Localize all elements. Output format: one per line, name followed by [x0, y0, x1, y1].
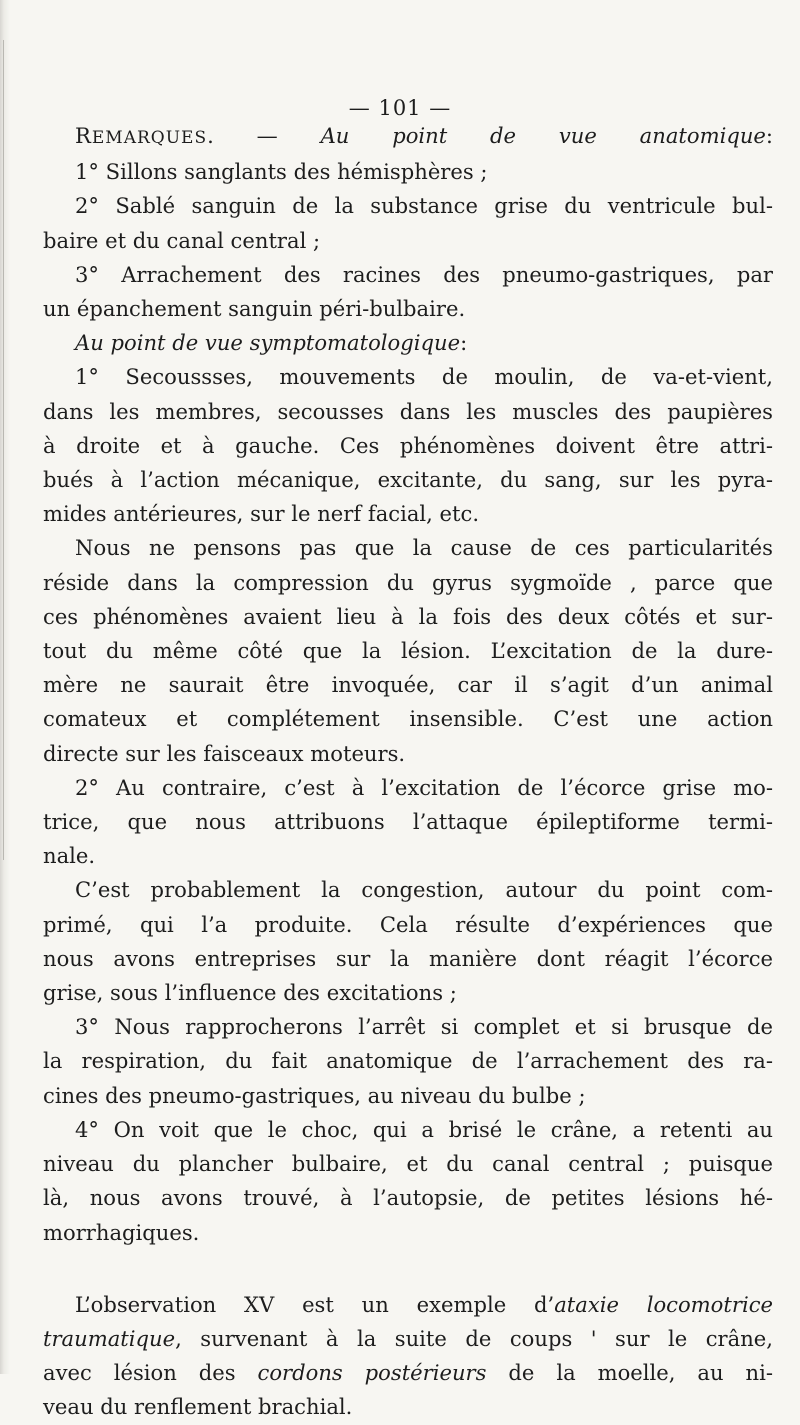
text-line: 2° Au contraire, c’est à l’excitation de l’écorce grise mo- [75, 774, 773, 800]
text-line: 3° Nous rapprocherons l’arrêt si complet et si brusque de [75, 1014, 773, 1040]
text-line: comateux et complétement insensible. C’est une action [43, 706, 773, 732]
text-line-observation: L’observation XV est un exemple d’ataxie locomotrice [75, 1291, 773, 1317]
text-line: traumatique, survenant à la suite de coups ' sur le crâne, [43, 1325, 773, 1351]
text-line: Nous ne pensons pas que la cause de ces particularités [75, 535, 773, 561]
text-line: 1° Sillons sanglants des hémisphères ; [75, 159, 488, 185]
text-line: un épanchement sanguin péri-bulbaire. [43, 296, 466, 322]
book-spine-shadow [0, 0, 10, 1374]
text-line: à droite et à gauche. Ces phénomènes doivent être attri- [43, 432, 773, 458]
text-line: niveau du plancher bulbaire, et du canal central ; puisque [43, 1151, 773, 1177]
text-line: dans les membres, secousses dans les muscles des paupières [43, 398, 773, 424]
text-line: cines des pneumo-gastriques, au niveau du bulbe ; [43, 1082, 586, 1108]
text-line: 3° Arrachement des racines des pneumo-gastriques, par [75, 261, 773, 287]
text-line: nale. [43, 843, 96, 869]
text-line: ces phénomènes avaient lieu à la fois des deux côtés et sur- [43, 603, 773, 629]
text-line: là, nous avons trouvé, à l’autopsie, de petites lésions hé- [43, 1185, 773, 1211]
text-line: nous avons entreprises sur la manière dont réagit l’écorce [43, 945, 773, 971]
text-line: réside dans la compression du gyrus sygmoïde , parce que [43, 569, 773, 595]
text-line: 4° On voit que le choc, qui a brisé le crâne, a retenti au [75, 1116, 773, 1142]
text-line: grise, sous l’influence des excitations ; [43, 980, 457, 1006]
text-line: 2° Sablé sanguin de la substance grise du ventricule bul- [75, 193, 773, 219]
text-line: C’est probablement la congestion, autour du point com- [75, 877, 773, 903]
text-line: trice, que nous attribuons l’attaque épileptiforme termi- [43, 809, 773, 835]
text-line: baire et du canal central ; [43, 227, 321, 253]
text-line: directe sur les faisceaux moteurs. [43, 740, 406, 766]
text-line: la respiration, du fait anatomique de l’arrachement des ra- [43, 1048, 773, 1074]
text-line: bués à l’action mécanique, excitante, du sang, sur les pyra- [43, 467, 773, 493]
text-line-symptomatology-heading: Au point de vue symptomatologique: [75, 330, 468, 356]
text-line: mère ne saurait être invoquée, car il s’agit d’un animal [43, 672, 773, 698]
text-line: 1° Secoussses, mouvements de moulin, de va-et-vient, [75, 364, 773, 390]
text-line: avec lésion des cordons postérieurs de la moelle, au ni- [43, 1360, 773, 1386]
spine-edge-line [3, 40, 4, 860]
text-line-remarques-heading: REMARQUES. — Au point de vue anatomique: [75, 123, 773, 148]
text-line: primé, qui l’a produite. Cela résulte d’expériences que [43, 911, 773, 937]
text-line: veau du renflement brachial. [43, 1394, 353, 1420]
text-line: mides antérieures, sur le nerf facial, etc. [43, 501, 480, 527]
paragraph-gap [43, 1250, 773, 1288]
text-line: tout du même côté que la lésion. L’excitation de la dure- [43, 638, 773, 664]
page-number: — 101 — [348, 96, 452, 120]
body-text [43, 119, 773, 1425]
text-line: morrhagiques. [43, 1219, 200, 1245]
